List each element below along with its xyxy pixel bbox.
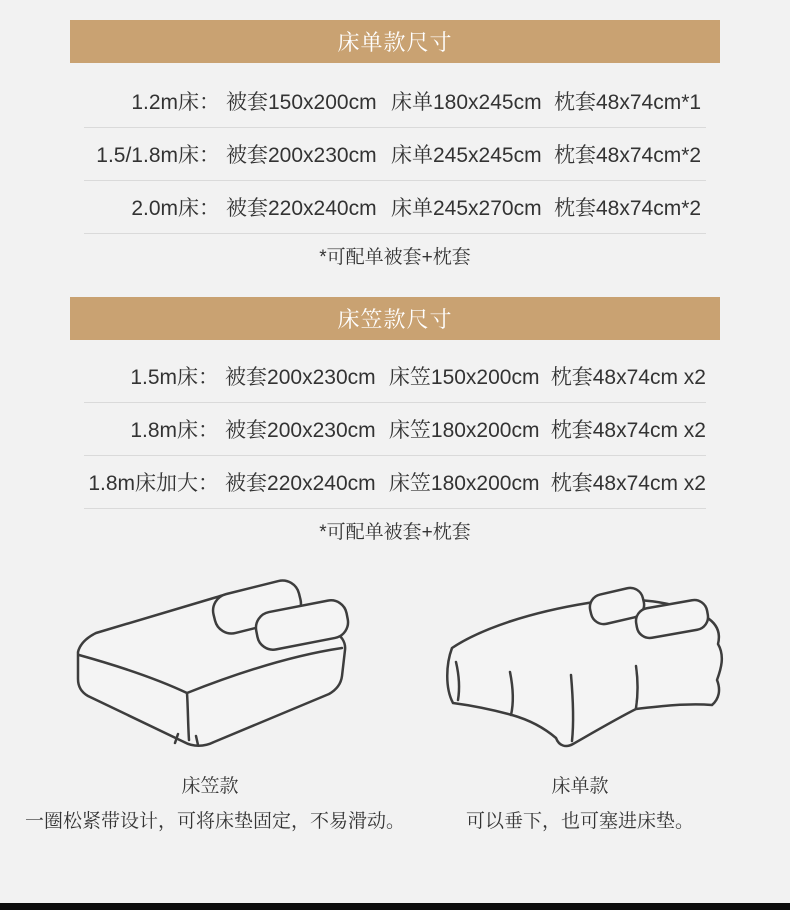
- illustration-caption: 床单款: [551, 776, 609, 797]
- duvet-cover-size: 被套220x240cm: [226, 197, 377, 220]
- bed-size-label: 1.5m床：: [130, 366, 220, 389]
- fitted-sheet-bed-icon: [50, 576, 370, 776]
- section-title: 床笠款尺寸: [337, 307, 453, 332]
- illustration-description: 可以垂下，也可塞进床垫。: [465, 811, 694, 832]
- pillowcase-size: 枕套48x74cm x2: [550, 472, 706, 495]
- flat-sheet-size: 床单180x245cm: [391, 91, 542, 114]
- fitted-sheet-size: 床笠180x200cm: [388, 419, 540, 442]
- pillowcase-size: 枕套48x74cm*2: [554, 197, 702, 220]
- pillowcase-size: 枕套48x74cm*2: [554, 144, 702, 167]
- fitted-sheet-size: 床笠180x200cm: [388, 472, 540, 495]
- table-row: [84, 350, 706, 403]
- bed-size-label: 2.0m床：: [131, 197, 220, 220]
- fitted-sheet-illustration: [25, 576, 406, 833]
- duvet-cover-size: 被套220x240cm: [225, 472, 376, 495]
- flat-sheet-size: 床单245x245cm: [391, 144, 542, 167]
- bed-size-label: 1.2m床：: [131, 91, 220, 114]
- bed-size-label: 1.8m床加大：: [88, 472, 220, 495]
- flat-sheet-illustration: [395, 576, 765, 833]
- table-row: [84, 403, 706, 456]
- table-row: [84, 128, 706, 181]
- illustrations-row: [0, 576, 790, 833]
- size-table: [70, 340, 720, 509]
- flat-sheet-size: 床单245x270cm: [391, 197, 542, 220]
- section-title-bar: [70, 20, 720, 63]
- fitted-sheet-size: 床笠150x200cm: [388, 366, 540, 389]
- section-footnote: *可配单被套+枕套: [319, 247, 471, 268]
- duvet-cover-size: 被套200x230cm: [226, 144, 377, 167]
- pillowcase-size: 枕套48x74cm x2: [550, 419, 706, 442]
- table-row: [84, 181, 706, 234]
- table-row: [84, 75, 706, 128]
- duvet-cover-size: 被套200x230cm: [225, 366, 376, 389]
- size-table: [70, 63, 720, 234]
- duvet-cover-size: 被套200x230cm: [225, 419, 376, 442]
- flat-sheet-size-section: [70, 0, 720, 269]
- pillowcase-size: 枕套48x74cm x2: [550, 366, 706, 389]
- illustration-caption: 床笠款: [181, 776, 239, 797]
- bed-size-label: 1.5/1.8m床：: [96, 144, 220, 167]
- table-row: [84, 456, 706, 509]
- bed-size-label: 1.8m床：: [130, 419, 220, 442]
- section-title-bar: [70, 297, 720, 340]
- flat-sheet-bed-icon: [420, 576, 740, 776]
- bottom-divider-strip: [0, 903, 790, 910]
- pillowcase-size: 枕套48x74cm*1: [554, 91, 702, 114]
- illustration-description: 一圈松紧带设计，可将床垫固定，不易滑动。: [25, 811, 406, 832]
- duvet-cover-size: 被套150x200cm: [226, 91, 377, 114]
- fitted-sheet-size-section: [70, 297, 720, 544]
- section-footnote: *可配单被套+枕套: [319, 522, 471, 543]
- section-title: 床单款尺寸: [337, 30, 453, 55]
